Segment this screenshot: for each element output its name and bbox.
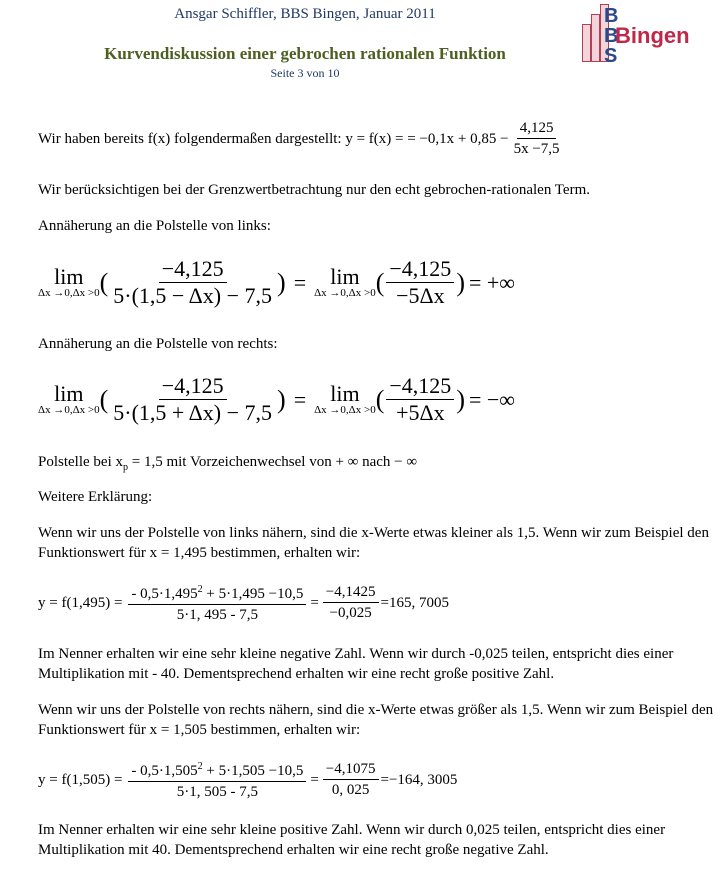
fraction-denominator: 0, 025	[331, 782, 370, 798]
open-paren: (	[99, 267, 109, 297]
fraction-numerator: −4,1075	[323, 759, 379, 780]
square-exponent: 2	[197, 584, 203, 595]
logo-letter: S	[604, 45, 618, 67]
right-approach-heading: Annäherung an die Polstelle von rechts:	[38, 336, 278, 352]
pole-prefix: Polstelle bei x	[38, 454, 123, 470]
left-approach-heading: Annäherung an die Polstelle von links:	[38, 218, 271, 234]
square-exponent: 2	[197, 761, 203, 772]
lim-subscript: Δx →0,Δx >0	[38, 404, 100, 416]
equals-sign: =	[310, 771, 319, 788]
pole-suffix: = 1,5 mit Vorzeichenwechsel von + ∞ nach − ∞	[128, 454, 418, 470]
fraction-denominator: +5Δx	[396, 400, 445, 425]
fraction-numerator: 4,125	[517, 118, 557, 139]
example-left-equation	[38, 580, 449, 625]
limit-operator	[314, 266, 376, 299]
close-paren: )	[456, 384, 465, 414]
limit-result: = +∞	[468, 269, 515, 295]
example-fraction-2	[323, 582, 379, 623]
right-fraction-2	[386, 373, 454, 426]
pole-subscript: p	[123, 462, 128, 473]
fraction-denominator: −5Δx	[396, 283, 445, 308]
example-lhs: y = f(1,505) =	[38, 771, 123, 788]
bbs-bingen-logo	[580, 6, 720, 68]
limit-operator	[38, 383, 100, 416]
equals-sign: =	[293, 269, 307, 295]
logo-bar	[591, 14, 600, 62]
lim-word: lim	[54, 381, 84, 406]
logo-name: Bingen	[615, 23, 690, 48]
fraction-numerator: −4,125	[386, 256, 454, 283]
fraction-denominator: 5·1, 495 - 7,5	[176, 607, 258, 623]
intro-fraction	[511, 118, 563, 159]
further-explanation-heading: Weitere Erklärung:	[38, 489, 153, 505]
intro-line	[38, 118, 565, 159]
example-lhs: y = f(1,495) =	[38, 594, 123, 611]
limit-operator	[314, 383, 376, 416]
lim-word: lim	[54, 264, 84, 289]
logo-letter: B	[604, 5, 619, 27]
intro-text: Wir haben bereits f(x) folgendermaßen dargestellt: y = f(x) = = −0,1x + 0,85 −	[38, 130, 509, 147]
open-paren: (	[375, 384, 385, 414]
fraction-numerator: −4,125	[159, 256, 227, 283]
lim-subscript: Δx →0,Δx >0	[314, 404, 376, 416]
equals-sign: =	[293, 386, 307, 412]
numerator-part: + 5·1,505 −10,5	[202, 763, 304, 779]
fraction-numerator: −4,125	[386, 373, 454, 400]
right-fraction-1	[110, 373, 275, 426]
fraction-denominator: 5·(1,5 + Δx) − 7,5	[113, 400, 273, 425]
right-limit-equation	[38, 373, 515, 426]
equals-sign: =	[310, 594, 319, 611]
open-paren: (	[99, 384, 109, 414]
left-fraction-2	[386, 256, 454, 309]
fraction-denominator: 5x −7,5	[513, 141, 560, 157]
left-conclusion-paragraph: Im Nenner erhalten wir eine sehr kleine negative Zahl. Wenn wir durch -0,025 teilen, entspricht dies einer Multiplikation mit - 40. Dementsprechend erhalten wir eine recht große positive Zahl.	[38, 646, 674, 682]
numerator-part: + 5·1,495 −10,5	[202, 586, 304, 602]
numerator-part: - 0,5·1,495	[131, 586, 198, 602]
document-title: Kurvendiskussion einer gebrochen rationalen Funktion	[104, 44, 506, 63]
open-paren: (	[375, 267, 385, 297]
limit-result: = −∞	[468, 386, 515, 412]
close-paren: )	[456, 267, 465, 297]
fraction-numerator: −4,1425	[323, 582, 379, 603]
example-result: =−164, 3005	[380, 771, 458, 788]
author-line: Ansgar Schiffler, BBS Bingen, Januar 2011	[174, 6, 436, 22]
fraction-numerator	[128, 757, 306, 782]
limit-term-paragraph: Wir berücksichtigen bei der Grenzwertbetrachtung nur den echt gebrochen-rationalen Term.	[38, 182, 590, 198]
lim-subscript: Δx →0,Δx >0	[38, 287, 100, 299]
example-fraction-1	[128, 580, 306, 625]
lim-word: lim	[330, 381, 360, 406]
lim-subscript: Δx →0,Δx >0	[314, 287, 376, 299]
limit-operator	[38, 266, 100, 299]
example-fraction-1	[128, 757, 306, 802]
page-number: Seite 3 von 10	[270, 66, 340, 80]
right-conclusion-paragraph: Im Nenner erhalten wir eine sehr kleine positive Zahl. Wenn wir durch 0,025 teilen, entspricht dies einer Multiplikation mit 40. Dementsprechend erhalten wir eine recht große negative Zahl.	[38, 822, 666, 858]
pole-statement	[38, 452, 417, 478]
logo-letter: B	[604, 25, 619, 47]
example-right-equation	[38, 757, 457, 802]
fraction-denominator: −0,025	[329, 605, 372, 621]
right-approach-paragraph: Wenn wir uns der Polstelle von rechts nähern, sind die x-Werte etwas größer als 1,5. Wenn wir zum Beispiel den Funktionswert für x = 1,505 bestimmen, erhalten wir:	[38, 702, 714, 738]
logo-bar	[582, 24, 591, 62]
fraction-numerator: −4,125	[159, 373, 227, 400]
left-approach-paragraph: Wenn wir uns der Polstelle von links nähern, sind die x-Werte etwas kleiner als 1,5. Wenn wir zum Beispiel den Funktionswert für x = 1,495 bestimmen, erhalten wir:	[38, 525, 709, 561]
left-fraction-1	[110, 256, 275, 309]
lim-word: lim	[330, 264, 360, 289]
example-result: =165, 7005	[380, 594, 449, 611]
close-paren: )	[277, 267, 286, 297]
left-limit-equation	[38, 256, 515, 309]
close-paren: )	[277, 384, 286, 414]
fraction-denominator: 5·(1,5 − Δx) − 7,5	[113, 283, 273, 308]
fraction-denominator: 5·1, 505 - 7,5	[176, 784, 258, 800]
example-fraction-2	[323, 759, 379, 800]
fraction-numerator	[128, 580, 306, 605]
numerator-part: - 0,5·1,505	[131, 763, 198, 779]
